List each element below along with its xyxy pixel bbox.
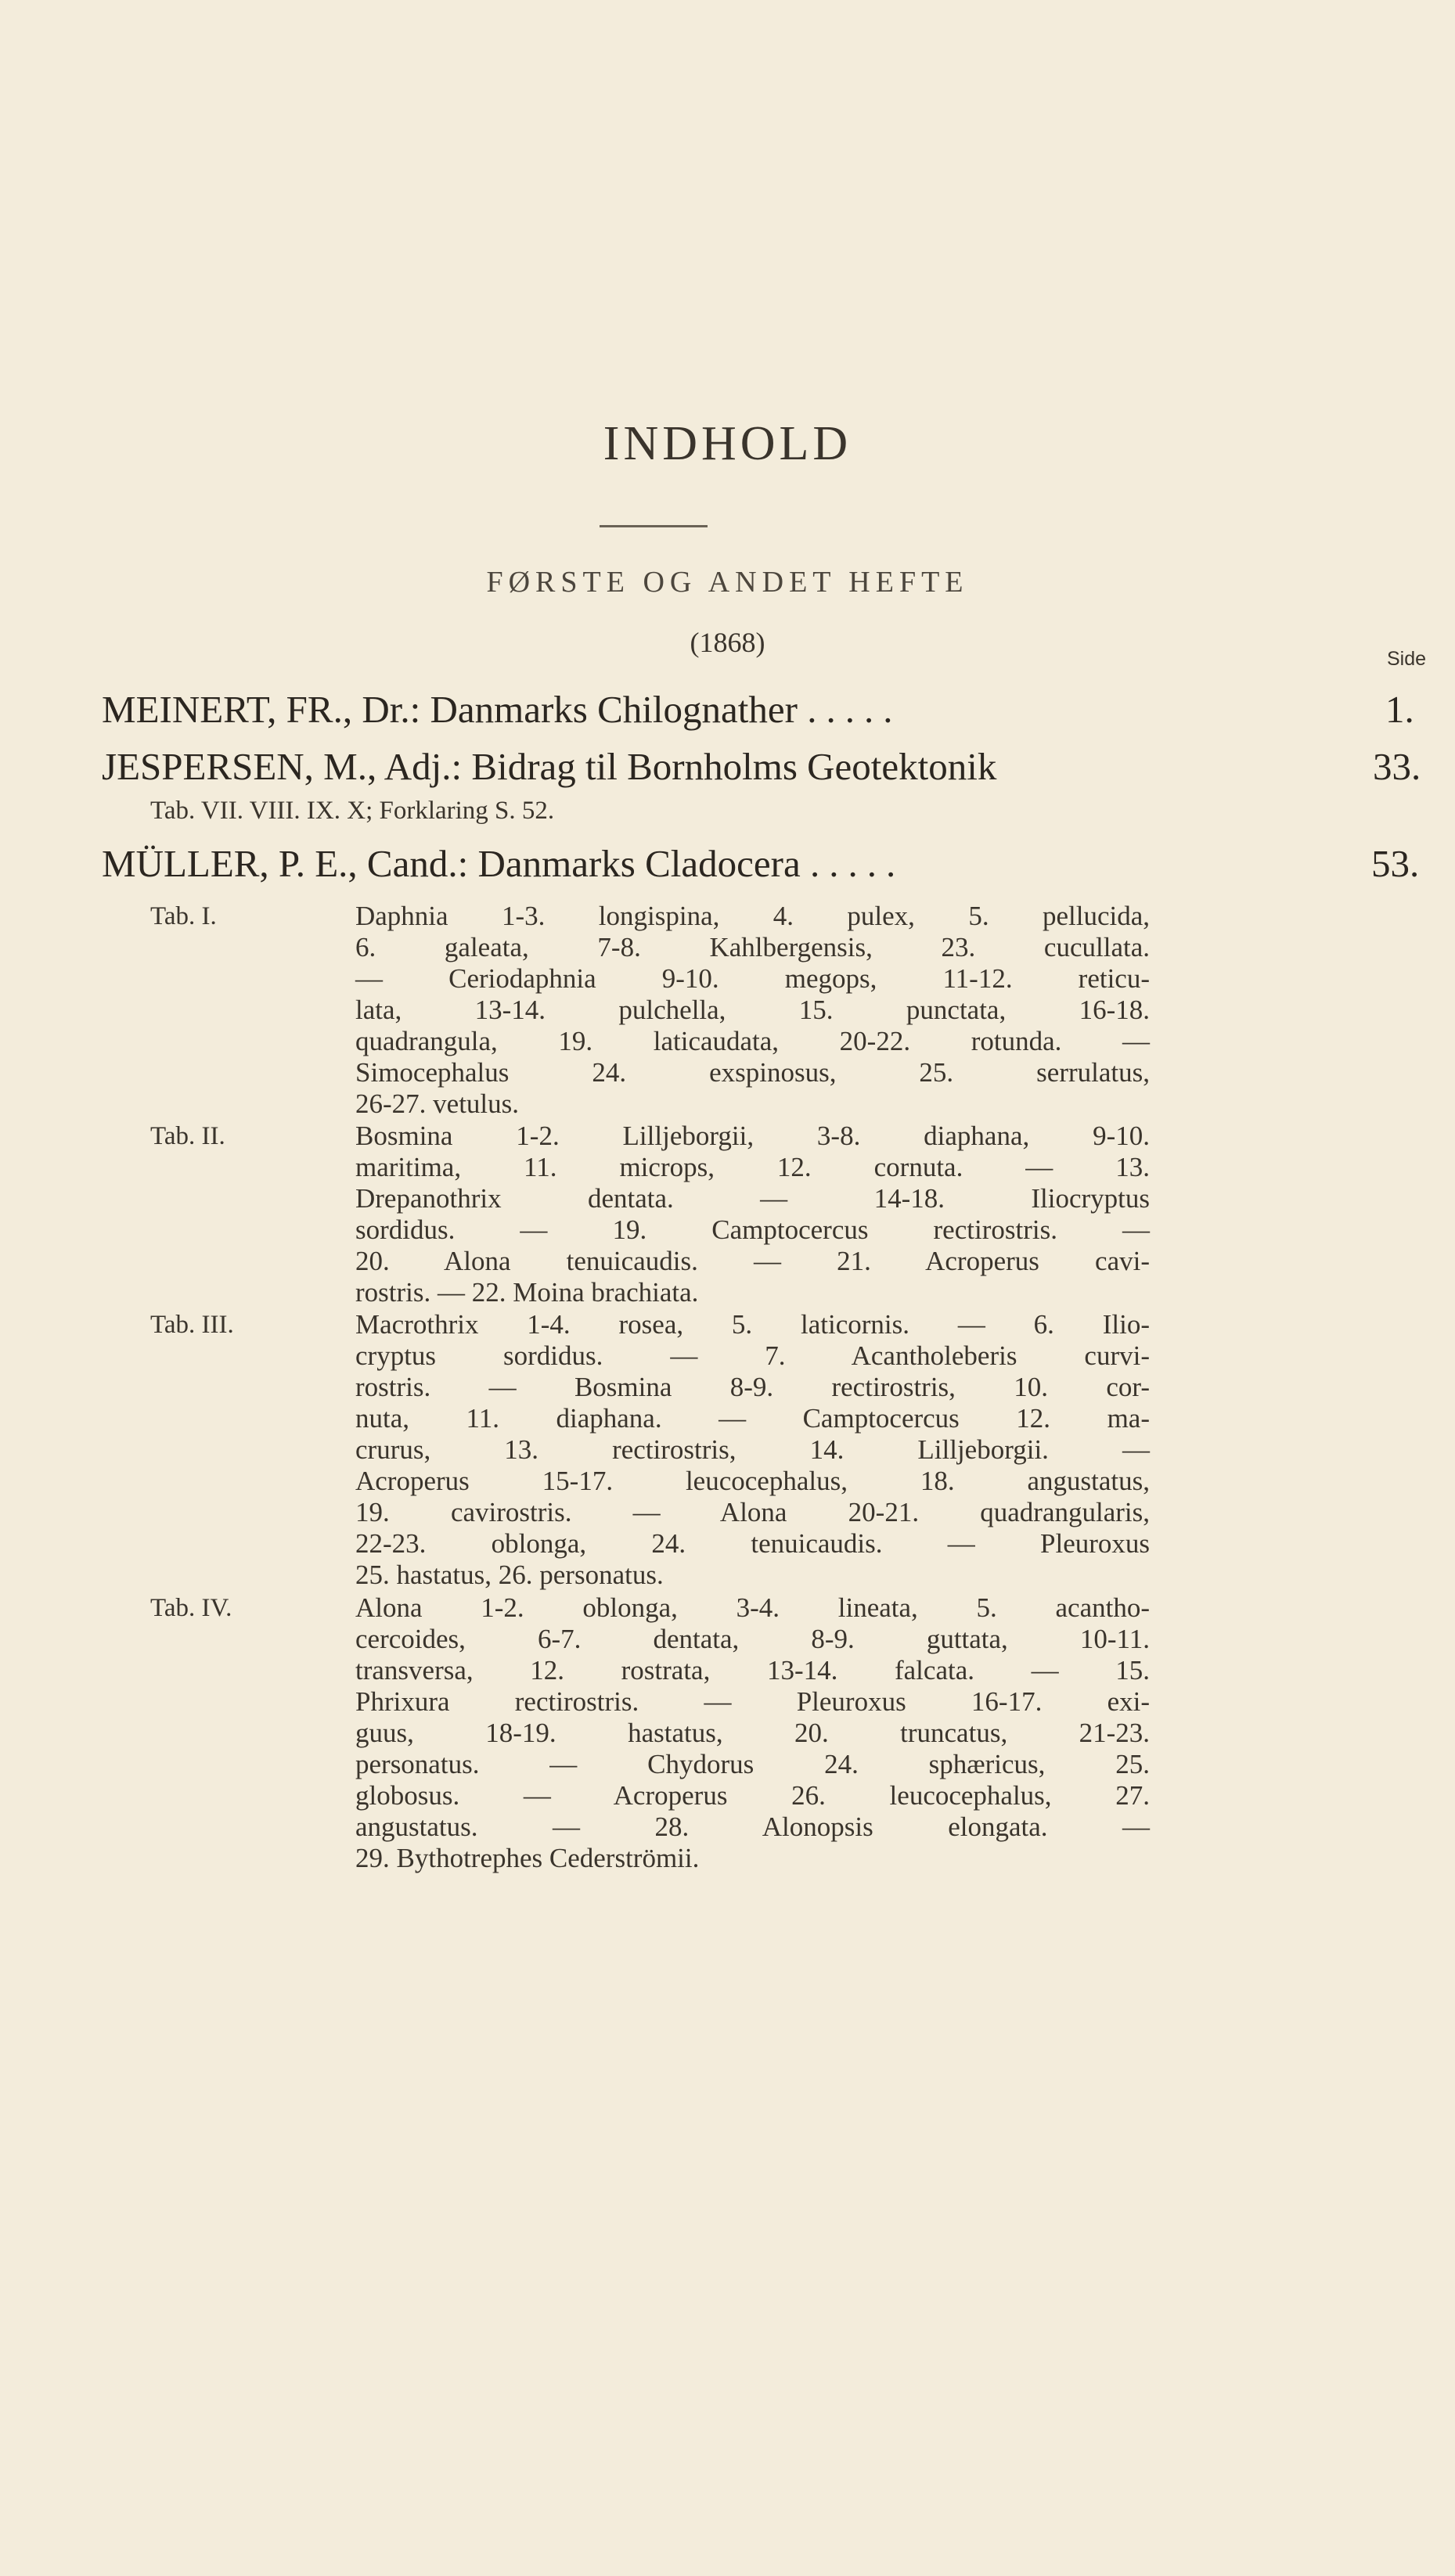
plate-line: 6. galeata, 7-8. Kahlbergensis, 23. cucullata. xyxy=(355,932,1150,962)
plate-description xyxy=(355,1311,1150,1592)
plate-line: cercoides, 6-7. dentata, 8-9. guttata, 10-11. xyxy=(355,1624,1150,1654)
plate-line: Phrixura rectirostris. — Pleuroxus 16-17. exi- xyxy=(355,1686,1150,1717)
plate-line: nuta, 11. diaphana. — Camptocercus 12. ma- xyxy=(355,1403,1150,1434)
entry-dots: ..... xyxy=(809,842,906,885)
plate-line: lata, 13-14. pulchella, 15. punctata, 16-18. xyxy=(355,995,1150,1025)
plate-description xyxy=(355,902,1150,1121)
entry-page-number: 33. xyxy=(1373,745,1421,788)
page-title: INDHOLD xyxy=(603,417,852,470)
entry-page-number: 53. xyxy=(1371,842,1420,885)
plate-label: Tab. IV. xyxy=(150,1594,232,1622)
plate-description xyxy=(355,1594,1150,1876)
plate-line: rostris. — Bosmina 8-9. rectirostris, 10. cor- xyxy=(355,1372,1150,1402)
plate-line: rostris. — 22. Moina brachiata. xyxy=(355,1277,699,1308)
plate-reference: Tab. VII. VIII. IX. X; Forklaring S. 52. xyxy=(150,797,555,825)
toc-entry xyxy=(102,687,1276,732)
entry-author: JESPERSEN, M., Adj.: xyxy=(102,745,463,788)
plate-line: 25. hastatus, 26. personatus. xyxy=(355,1560,664,1590)
toc-entry xyxy=(102,744,1276,789)
plate-line: Simocephalus 24. exspinosus, 25. serrulatus, xyxy=(355,1057,1150,1088)
plate-line: personatus. — Chydorus 24. sphæricus, 25. xyxy=(355,1749,1150,1779)
page-column-label: Side xyxy=(1387,648,1427,670)
plate-label: Tab. I. xyxy=(150,902,217,930)
plate-line: 20. Alona tenuicaudis. — 21. Acroperus cavi- xyxy=(355,1246,1150,1276)
plate-line: maritima, 11. microps, 12. cornuta. — 13. xyxy=(355,1152,1150,1182)
plate-line: cryptus sordidus. — 7. Acantholeberis curvi- xyxy=(355,1340,1150,1371)
plate-line: 22-23. oblonga, 24. tenuicaudis. — Pleuroxus xyxy=(355,1528,1150,1559)
plate-line: Acroperus 15-17. leucocephalus, 18. angustatus, xyxy=(355,1466,1150,1496)
plate-line: Daphnia 1-3. longispina, 4. pulex, 5. pellucida, xyxy=(355,901,1150,931)
plate-line: angustatus. — 28. Alonopsis elongata. — xyxy=(355,1811,1150,1842)
plate-label: Tab. III. xyxy=(150,1311,234,1339)
plate-line: Macrothrix 1-4. rosea, 5. laticornis. — 6. Ilio- xyxy=(355,1309,1150,1340)
entry-author: MÜLLER, P. E., Cand.: xyxy=(102,842,469,885)
plate-line: Alona 1-2. oblonga, 3-4. lineata, 5. acantho- xyxy=(355,1592,1150,1623)
plate-line: globosus. — Acroperus 26. leucocephalus, 27. xyxy=(355,1780,1150,1811)
entry-page-number: 1. xyxy=(1385,688,1414,731)
plate-line: — Ceriodaphnia 9-10. megops, 11-12. reticu- xyxy=(355,963,1150,994)
plate-line: Drepanothrix dentata. — 14-18. Iliocryptus xyxy=(355,1183,1150,1214)
entry-dots: ..... xyxy=(807,688,902,731)
entry-work: Danmarks Chilognather xyxy=(430,688,798,731)
entry-work: Danmarks Cladocera xyxy=(477,842,801,885)
plate-line: quadrangula, 19. laticaudata, 20-22. rotunda. — xyxy=(355,1026,1150,1056)
entry-work: Bidrag til Bornholms Geotektonik xyxy=(471,745,997,788)
plate-line: sordidus. — 19. Camptocercus rectirostris. — xyxy=(355,1214,1150,1245)
plate-line: guus, 18-19. hastatus, 20. truncatus, 21-23. xyxy=(355,1718,1150,1748)
title-divider xyxy=(600,525,708,527)
plate-line: 26-27. vetulus. xyxy=(355,1088,520,1119)
plate-line: Bosmina 1-2. Lilljeborgii, 3-8. diaphana, 9-10. xyxy=(355,1121,1150,1151)
section-year: (1868) xyxy=(690,627,765,658)
toc-entry xyxy=(102,841,1276,886)
plate-line: 29. Bythotrephes Cederströmii. xyxy=(355,1843,700,1873)
plate-label: Tab. II. xyxy=(150,1122,225,1150)
entry-author: MEINERT, FR., Dr.: xyxy=(102,688,421,731)
section-subtitle: FØRSTE OG ANDET HEFTE xyxy=(486,566,969,599)
plate-line: transversa, 12. rostrata, 13-14. falcata. — 15. xyxy=(355,1655,1150,1686)
plate-description xyxy=(355,1122,1150,1310)
plate-line: 19. cavirostris. — Alona 20-21. quadrangularis, xyxy=(355,1497,1150,1527)
plate-line: crurus, 13. rectirostris, 14. Lilljeborgii. — xyxy=(355,1434,1150,1465)
